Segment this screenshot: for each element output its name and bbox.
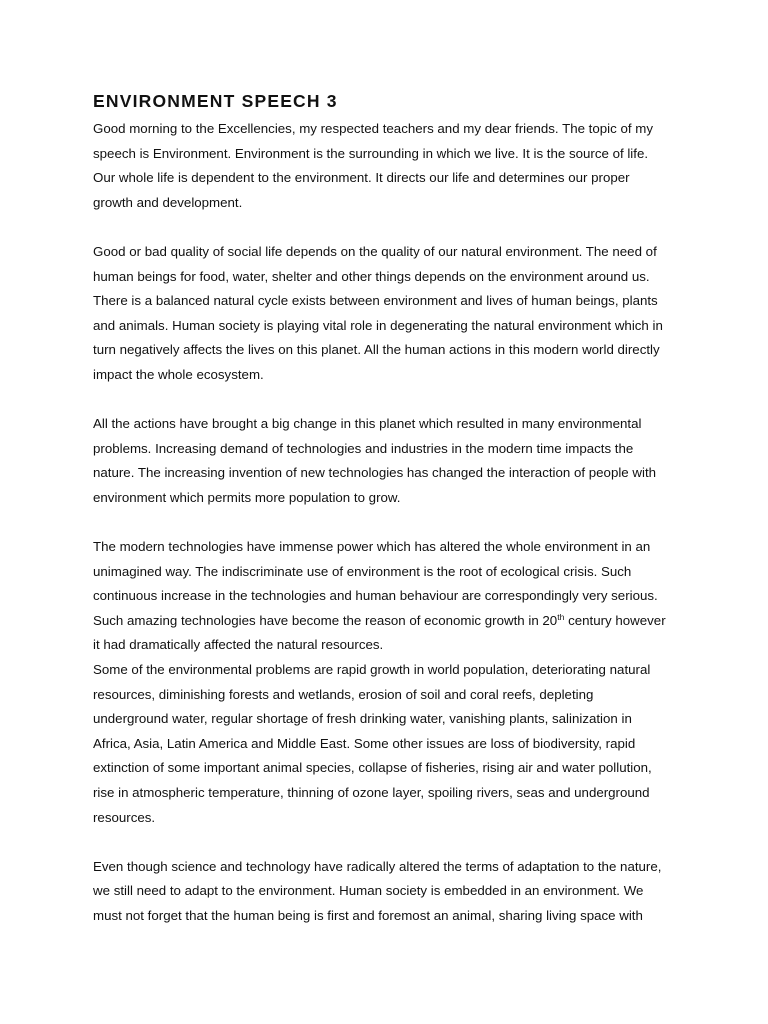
text-line: and animals. Human society is playing vital role in degenerating the natural environment which in [93,317,663,333]
text-line: extinction of some important animal species, collapse of fisheries, rising air and water pollution, [93,760,652,776]
text-line: impact the whole ecosystem. [93,366,264,382]
text-line: All the actions have brought a big change in this planet which resulted in many environmental [93,416,642,432]
document-body [93,117,733,953]
text-line: There is a balanced natural cycle exists between environment and lives of human beings, plants [93,293,658,309]
paragraph [93,117,733,215]
text-line: speech is Environment. Environment is the surrounding in which we live. It is the source of life. [93,145,649,161]
text-line: Africa, Asia, Latin America and Middle East. Some other issues are loss of biodiversity, rapid [93,735,636,751]
text-line: it had dramatically affected the natural resources. [93,637,384,653]
text-line: continuous increase in the technologies and human behaviour are correspondingly very serious. [93,588,658,604]
text-line: nature. The increasing invention of new technologies has changed the interaction of people with [93,465,657,481]
document-title: ENVIRONMENT SPEECH 3 [93,91,338,111]
paragraph [93,240,733,388]
paragraph [93,412,733,510]
text-line: unimagined way. The indiscriminate use of environment is the root of ecological crisis. Such [93,563,632,579]
text-line: rise in atmospheric temperature, thinning of ozone layer, spoiling rivers, seas and underground [93,785,650,801]
text-line: Even though science and technology have radically altered the terms of adaptation to the nature, [93,858,662,874]
text-line: must not forget that the human being is first and foremost an animal, sharing living space with [93,908,643,923]
text-segment: Such amazing technologies have become the reason of economic growth in 20 [93,612,558,628]
text-line: resources, diminishing forests and wetlands, erosion of soil and coral reefs, depleting [93,686,594,702]
text-line: resources. [93,809,156,825]
paragraph [93,535,733,658]
text-line: Our whole life is dependent to the environment. It directs our life and determines our proper [93,170,630,186]
text-line: environment which permits more population to grow. [93,489,401,505]
text-line: The modern technologies have immense power which has altered the whole environment in an [93,539,651,555]
text-line: we still need to adapt to the environment. Human society is embedded in an environment. We [93,883,644,899]
text-line: turn negatively affects the lives on this planet. All the human actions in this modern world directly [93,342,660,358]
text-line: underground water, regular shortage of fresh drinking water, vanishing plants, salinization in [93,711,632,727]
paragraph [93,658,733,830]
ordinal-superscript: th [557,611,565,622]
text-line: Good or bad quality of social life depends on the quality of our natural environment. The need of [93,243,657,259]
text-line: human beings for food, water, shelter and other things depends on the environment around us. [93,268,650,284]
text-line: Good morning to the Excellencies, my respected teachers and my dear friends. The topic of my [93,121,653,136]
paragraph [93,855,733,929]
text-segment: century however [564,612,666,628]
text-line [93,609,733,634]
text-line: problems. Increasing demand of technologies and industries in the modern time impacts the [93,440,634,456]
text-line: growth and development. [93,194,243,210]
text-line: Some of the environmental problems are rapid growth in world population, deteriorating natural [93,662,651,678]
